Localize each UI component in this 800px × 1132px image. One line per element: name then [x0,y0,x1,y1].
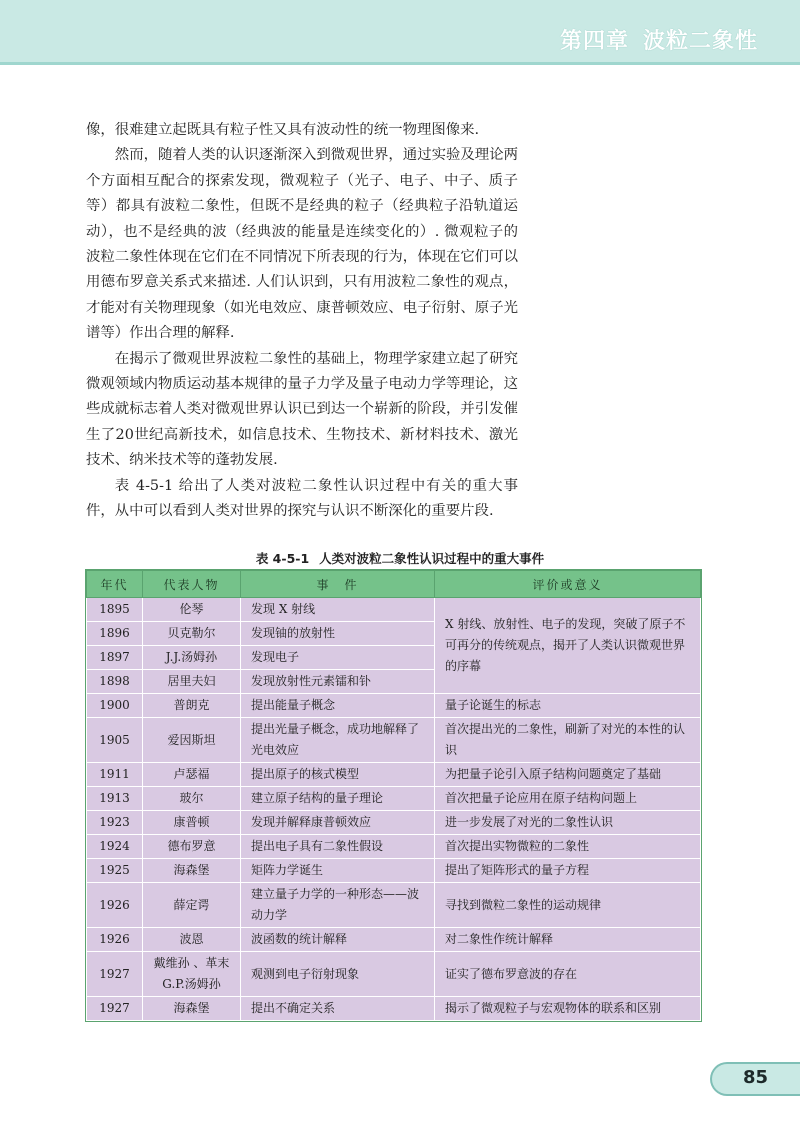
cell-significance: 首次把量子论应用在原子结构问题上 [435,787,701,811]
body-text [86,118,518,525]
cell-person: 康普顿 [143,811,241,835]
cell-year: 1911 [87,763,143,787]
cell-person: 薛定谔 [143,883,241,928]
cell-significance: 首次提出实物微粒的二象性 [435,835,701,859]
cell-person: 海森堡 [143,859,241,883]
table-row [87,694,701,718]
chapter-title [546,24,758,55]
cell-event: 提出电子具有二象性假设 [241,835,435,859]
cell-event: 提出光量子概念，成功地解释了光电效应 [241,718,435,763]
cell-event: 建立量子力学的一种形态——波动力学 [241,883,435,928]
cell-year: 1925 [87,859,143,883]
cell-person: 居里夫妇 [143,670,241,694]
cell-significance: 证实了德布罗意波的存在 [435,952,701,997]
chapter-name: 波粒二象性 [642,29,758,54]
cell-year: 1900 [87,694,143,718]
cell-significance-merged: X 射线、放射性、电子的发现，突破了原子不可再分的传统观点，揭开了人类认识微观世界的序幕 [435,598,701,694]
cell-year: 1898 [87,670,143,694]
cell-year: 1926 [87,928,143,952]
cell-event: 提出原子的核式模型 [241,763,435,787]
header-year: 年代 [87,571,143,598]
cell-person: 爱因斯坦 [143,718,241,763]
header-significance: 评价或意义 [435,571,701,598]
table-row [87,718,701,763]
cell-significance: 量子论诞生的标志 [435,694,701,718]
cell-event: 发现并解释康普顿效应 [241,811,435,835]
chapter-number: 第四章 [559,29,629,54]
cell-person: 玻尔 [143,787,241,811]
cell-significance: 为把量子论引入原子结构问题奠定了基础 [435,763,701,787]
cell-event: 提出不确定关系 [241,997,435,1021]
page-number: 85 [742,1067,768,1088]
table-row [87,763,701,787]
cell-year: 1926 [87,883,143,928]
table-number: 表 4-5-1 [255,551,310,566]
paragraph: 然而，随着人类的认识逐渐深入到微观世界，通过实验及理论两个方面相互配合的探索发现，微观粒子（光子、电子、中子、质子等）都具有波粒二象性，但既不是经典的粒子（经典粒子沿轨道运动），也不是经典的波（经典波的能量是连续变化的）. 微观粒子的波粒二象性体现在它们在不同情况下所表现的行为，体现在它们可以用德布罗意关系式来描述. 人们认识到，只有用波粒二象性的观点，才能对有关物理现象（如光电效应、康普顿效应、电子衍射、原子光谱等）作出合理的解释. [86,147,518,342]
cell-person: 伦琴 [143,598,241,622]
cell-event: 发现放射性元素镭和钋 [241,670,435,694]
cell-significance: 首次提出光的二象性，刷新了对光的本性的认识 [435,718,701,763]
table-header-row [87,571,701,598]
header-rule [0,62,800,65]
cell-year: 1927 [87,952,143,997]
header-person: 代表人物 [143,571,241,598]
cell-significance: 揭示了微观粒子与宏观物体的联系和区别 [435,997,701,1021]
cell-year: 1923 [87,811,143,835]
table-row [87,787,701,811]
table-row [87,859,701,883]
cell-person: 卢瑟福 [143,763,241,787]
cell-year: 1913 [87,787,143,811]
cell-event: 波函数的统计解释 [241,928,435,952]
cell-person: J.J.汤姆孙 [143,646,241,670]
table-row [87,997,701,1021]
cell-significance: 寻找到微粒二象性的运动规律 [435,883,701,928]
cell-event: 发现电子 [241,646,435,670]
table-row [87,598,701,622]
cell-significance: 提出了矩阵形式的量子方程 [435,859,701,883]
cell-person: 波恩 [143,928,241,952]
cell-year: 1897 [87,646,143,670]
cell-year: 1895 [87,598,143,622]
cell-person: 戴维孙 、革末 G.P.汤姆孙 [143,952,241,997]
table-row [87,928,701,952]
cell-event: 发现铀的放射性 [241,622,435,646]
cell-significance: 对二象性作统计解释 [435,928,701,952]
table-caption [0,549,800,567]
cell-year: 1927 [87,997,143,1021]
cell-person: 德布罗意 [143,835,241,859]
table-row [87,883,701,928]
cell-year: 1905 [87,718,143,763]
table-row [87,952,701,997]
cell-person: 贝克勒尔 [143,622,241,646]
cell-person: 海森堡 [143,997,241,1021]
cell-significance: 进一步发展了对光的二象性认识 [435,811,701,835]
paragraph: 像，很难建立起既具有粒子性又具有波动性的统一物理图像来. [86,122,480,138]
header-event: 事 件 [241,571,435,598]
cell-event: 矩阵力学诞生 [241,859,435,883]
cell-person: 普朗克 [143,694,241,718]
cell-event: 发现 X 射线 [241,598,435,622]
paragraph: 在揭示了微观世界波粒二象性的基础上，物理学家建立起了研究微观领域内物质运动基本规律的量子力学及量子电动力学等理论，这些成就标志着人类对微观世界认识已到达一个崭新的阶段，并引发催生了20世纪高新技术，如信息技术、生物技术、新材料技术、激光技术、纳米技术等的蓬勃发展. [86,350,518,469]
table-row [87,835,701,859]
table-row [87,811,701,835]
events-table [86,570,701,1021]
cell-event: 提出能量子概念 [241,694,435,718]
table-title: 人类对波粒二象性认识过程中的重大事件 [319,551,545,566]
paragraph: 表 4-5-1 给出了人类对波粒二象性认识过程中有关的重大事件，从中可以看到人类对世界的探究与认识不断深化的重要片段. [86,477,518,520]
cell-event: 建立原子结构的量子理论 [241,787,435,811]
cell-event: 观测到电子衍射现象 [241,952,435,997]
cell-year: 1896 [87,622,143,646]
cell-year: 1924 [87,835,143,859]
